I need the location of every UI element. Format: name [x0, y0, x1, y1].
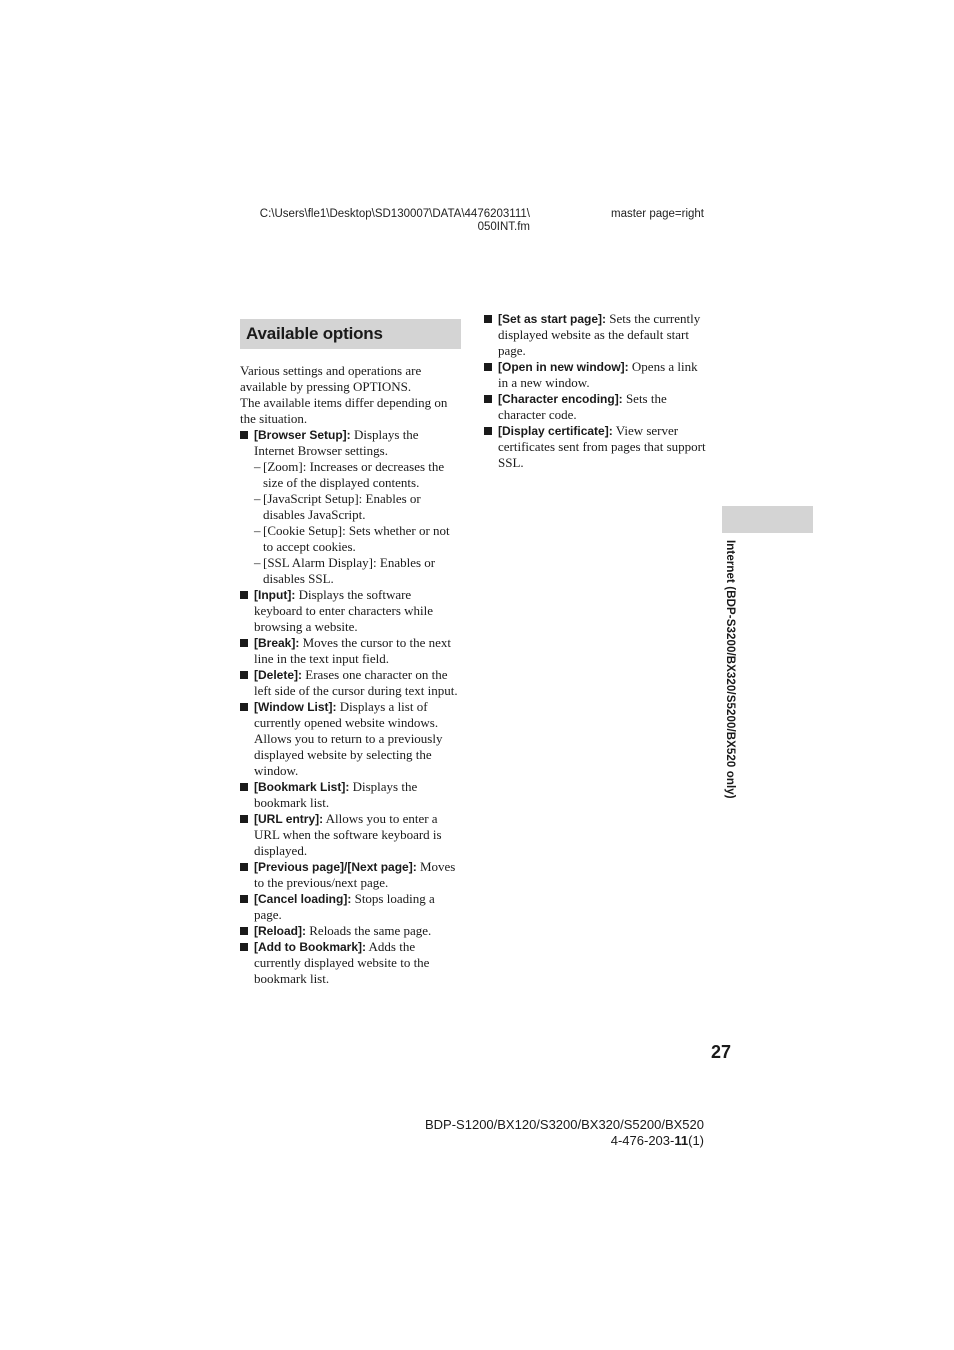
- dash-icon: –: [254, 555, 261, 570]
- square-bullet-icon: [240, 703, 248, 711]
- option-label: [Bookmark List]:: [254, 780, 350, 794]
- option-label: [Window List]:: [254, 700, 337, 714]
- square-bullet-icon: [240, 927, 248, 935]
- option-label: [Cancel loading]:: [254, 892, 352, 906]
- option-label: [Set as start page]:: [498, 312, 607, 326]
- document-code: 4-476-203-11(1): [610, 1133, 704, 1148]
- option-item-bookmark-list: [240, 779, 462, 811]
- square-bullet-icon: [240, 815, 248, 823]
- option-item-previous-next-page: [240, 859, 462, 891]
- file-path: [230, 208, 530, 234]
- option-item-character-encoding: [484, 391, 706, 423]
- option-item-input: [240, 587, 462, 635]
- option-text: Adds the currently displayed website to the bookmark list.: [254, 939, 430, 986]
- dash-icon: –: [254, 523, 261, 538]
- intro-paragraph: Various settings and operations are available by pressing OPTIONS.: [240, 363, 422, 394]
- left-column: [240, 363, 462, 987]
- option-text: Displays a list of currently opened website windows. Allows you to return to a previously displayed website by selecting the window.: [254, 699, 443, 778]
- square-bullet-icon: [484, 363, 492, 371]
- square-bullet-icon: [240, 895, 248, 903]
- square-bullet-icon: [240, 431, 248, 439]
- option-text: Allows you to enter a URL when the software keyboard is displayed.: [254, 811, 442, 858]
- option-label: [Open in new window]:: [498, 360, 629, 374]
- option-item-delete: [240, 667, 462, 699]
- chapter-side-label: Internet (BDP-S3200/BX320/S5200/BX520 only): [724, 540, 736, 799]
- square-bullet-icon: [240, 591, 248, 599]
- option-label: [Browser Setup]:: [254, 428, 351, 442]
- option-text: Erases one character on the left side of the cursor during text input.: [254, 667, 458, 698]
- square-bullet-icon: [240, 639, 248, 647]
- option-item-reload: [240, 923, 462, 939]
- option-item-cancel-loading: [240, 891, 462, 923]
- intro-paragraph: The available items differ depending on the situation.: [240, 395, 448, 426]
- option-label: [Reload]:: [254, 924, 306, 938]
- dash-icon: –: [254, 459, 261, 474]
- model-numbers: BDP-S1200/BX120/S3200/BX320/S5200/BX520: [425, 1117, 704, 1132]
- option-text: Reloads the same page.: [306, 923, 432, 938]
- option-item-url-entry: [240, 811, 462, 859]
- option-item-set-as-start-page: [484, 311, 706, 359]
- file-path-line-2: 050INT.fm: [477, 221, 530, 233]
- square-bullet-icon: [484, 315, 492, 323]
- option-text: Displays the Internet Browser settings.: [254, 427, 419, 458]
- option-item-add-to-bookmark: [240, 939, 462, 987]
- sub-item: – [JavaScript Setup]: Enables or disables JavaScript.: [254, 491, 421, 522]
- option-label: [Input]:: [254, 588, 296, 602]
- section-title: Available options: [240, 319, 461, 349]
- option-item-open-in-new-window: [484, 359, 706, 391]
- option-label: [Character encoding]:: [498, 392, 623, 406]
- sub-item: – [SSL Alarm Display]: Enables or disables SSL.: [254, 555, 436, 586]
- option-text: Displays the software keyboard to enter characters while browsing a website.: [254, 587, 434, 634]
- right-column: [484, 311, 706, 471]
- option-label: [Add to Bookmark]:: [254, 940, 366, 954]
- file-path-line-1: C:\Users\fle1\Desktop\SD130007\DATA\4476203111\: [259, 208, 530, 220]
- dash-icon: –: [254, 491, 261, 506]
- option-label: [Previous page]/[Next page]:: [254, 860, 417, 874]
- square-bullet-icon: [484, 427, 492, 435]
- option-label: [URL entry]:: [254, 812, 324, 826]
- square-bullet-icon: [240, 863, 248, 871]
- browser-setup-sublist: [254, 459, 462, 587]
- option-label: [Break]:: [254, 636, 300, 650]
- option-text: Sets the character code.: [498, 391, 667, 422]
- square-bullet-icon: [484, 395, 492, 403]
- sub-item: – [Zoom]: Increases or decreases the size of the displayed contents.: [254, 459, 445, 490]
- option-label: [Delete]:: [254, 668, 303, 682]
- option-item-break: [240, 635, 462, 667]
- option-text: Sets the currently displayed website as the default start page.: [498, 311, 701, 358]
- option-text: Displays the bookmark list.: [254, 779, 418, 810]
- option-text: Stops loading a page.: [254, 891, 435, 922]
- side-tab-marker: [722, 506, 813, 533]
- option-item-window-list: [240, 699, 462, 779]
- option-text: Moves the cursor to the next line in the text input field.: [254, 635, 451, 666]
- option-item-display-certificate: [484, 423, 706, 471]
- master-page-label: master page=right: [610, 208, 704, 220]
- option-item-browser-setup: [240, 427, 462, 587]
- option-text: Moves to the previous/next page.: [254, 859, 456, 890]
- intro: [240, 363, 462, 427]
- option-text: View server certificates sent from pages that support SSL.: [498, 423, 706, 470]
- option-text: Opens a link in a new window.: [498, 359, 698, 390]
- square-bullet-icon: [240, 943, 248, 951]
- square-bullet-icon: [240, 783, 248, 791]
- square-bullet-icon: [240, 671, 248, 679]
- page-number: 27: [710, 1042, 731, 1062]
- sub-item: – [Cookie Setup]: Sets whether or not to accept cookies.: [254, 523, 450, 554]
- option-label: [Display certificate]:: [498, 424, 613, 438]
